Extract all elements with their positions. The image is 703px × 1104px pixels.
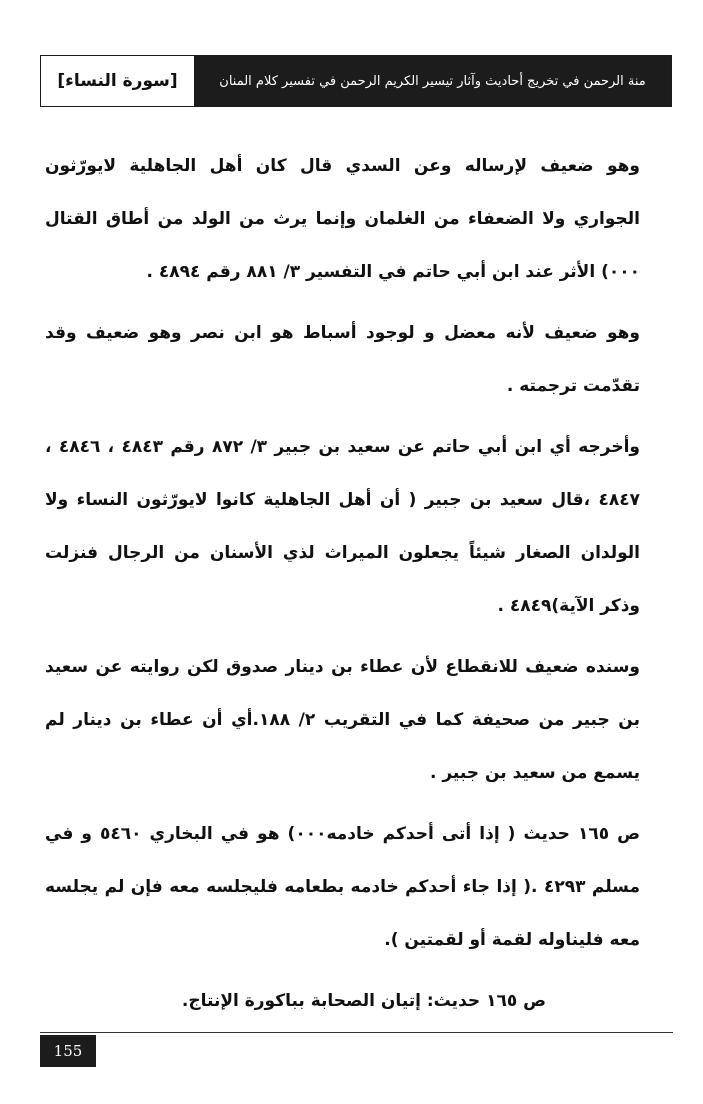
footer-divider [40,1032,673,1033]
paragraph-2: وهو ضعيف لأنه معضل و لوجود أسباط هو ابن نصر وهو ضعيف وقد تقدّمت ترجمته . [45,323,640,396]
page-body [45,140,668,1036]
paragraph-4: وسنده ضعيف للانقطاع لأن عطاء بن دينار صدوق لكن روايته عن سعيد بن جبير من صحيفة كما في التقريب ٢/ ١٨٨.أي أن عطاء بن دينار لم يسمع من سعيد بن جبير . [45,657,640,783]
page-number: 155 [40,1035,96,1067]
paragraph-6: ص ١٦٥ حديث: إتيان الصحابة بباكورة الإنتاج. [181,991,546,1011]
book-title: منة الرحمن في تخريج أحاديث وآثار تيسير الكريم الرحمن في تفسير كلام المنان [194,56,671,106]
running-header [40,55,672,107]
surah-label: [سورة النساء] [41,56,194,106]
paragraph-5: ص ١٦٥ حديث ( إذا أتى أحدكم خادمه٠٠٠) هو في البخاري ٥٤٦٠ و في مسلم ٤٢٩٣ .( إذا جاء أحدكم خادمه بطعامه فليجلسه معه فإن لم يجلسه معه فليناوله لقمة أو لقمتين ). [45,824,641,950]
paragraph-3: وأخرجه أي ابن أبي حاتم عن سعيد بن جبير ٣/ ٨٧٢ رقم ٤٨٤٣ ، ٤٨٤٦ ، ٤٨٤٧ ،قال سعيد بن جبير ( أن أهل الجاهلية كانوا لايورّثون النساء ولا الولدان الصغار شيئاً يجعلون الميراث لذي الأسنان من الرجال فنزلت وذكر الآية)٤٨٤٩ . [45,437,640,616]
paragraph-1: وهو ضعيف لإرساله وعن السدي قال كان أهل الجاهلية لايورّثون الجواري ولا الضعفاء من الغلمان وإنما يرث من الولد من أطاق القتال ٠٠٠) الأثر عند ابن أبي حاتم في التفسير ٣/ ٨٨١ رقم ٤٨٩٤ . [45,156,640,282]
